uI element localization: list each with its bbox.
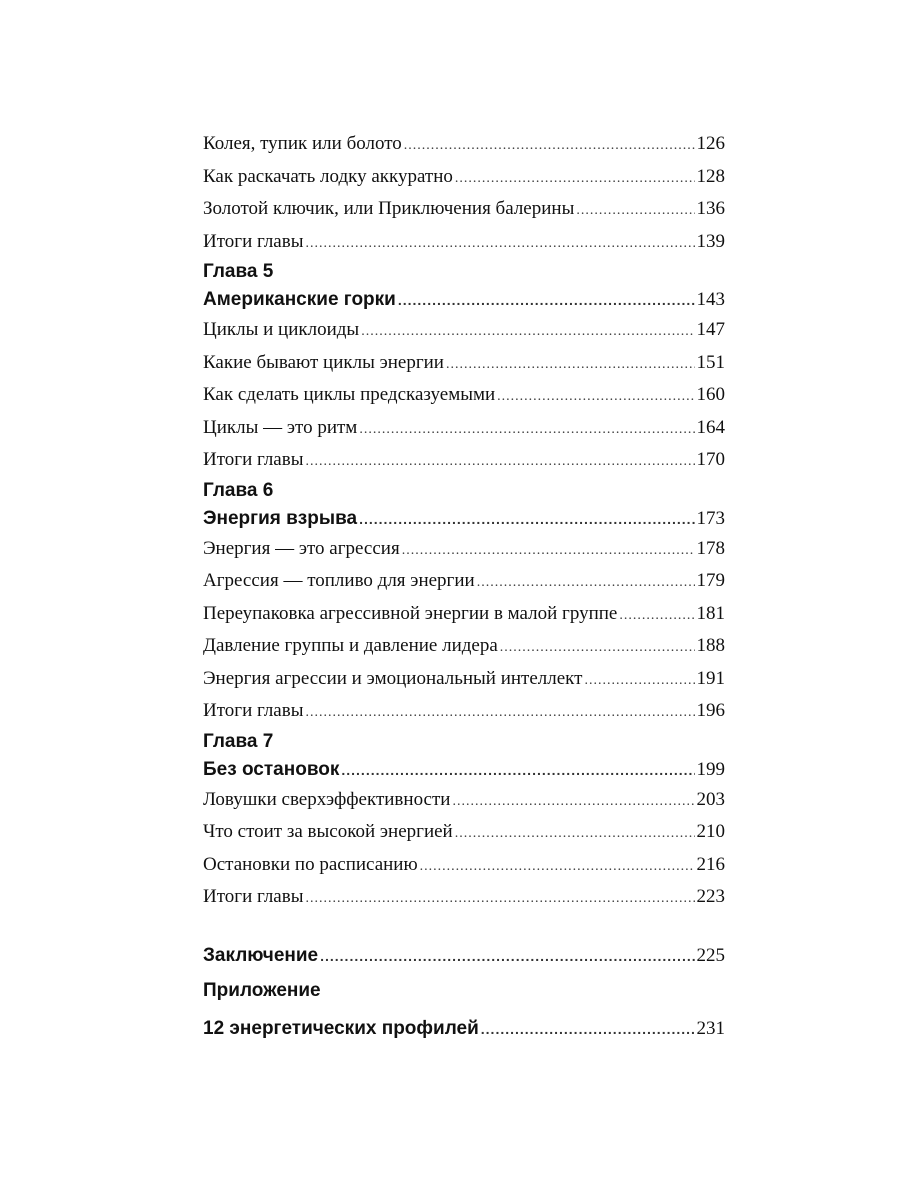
toc-entry-page: 216 (696, 853, 725, 875)
dot-leader (477, 567, 695, 600)
dot-leader (305, 228, 694, 261)
toc-entry-title: Итоги главы (203, 230, 304, 252)
appendix-entry (203, 1010, 725, 1048)
toc-entry (203, 849, 725, 882)
dot-leader (481, 1010, 695, 1048)
dot-leader (576, 195, 694, 228)
toc-entry-page: 160 (696, 384, 725, 405)
toc-entry (203, 695, 725, 728)
toc-entry (203, 161, 725, 194)
toc-entry-title: Итоги главы (203, 449, 304, 470)
chapter-label: Глава 5 (203, 261, 274, 282)
toc-entry-page: 139 (696, 230, 725, 252)
dot-leader (584, 665, 694, 698)
toc-entry-title: Как раскачать лодку аккуратно (203, 165, 453, 187)
toc-entry-title: Итоги главы (203, 886, 304, 907)
chapter-label: Глава 7 (203, 730, 274, 752)
appendix-label: Приложение (203, 980, 321, 1001)
chapter-heading (203, 286, 725, 314)
dot-leader (455, 163, 695, 196)
toc-entry (203, 533, 725, 566)
toc-entry-title: Как сделать циклы предсказуемыми (203, 384, 496, 405)
toc-entry-page: 210 (696, 821, 725, 842)
toc-entry-page: 196 (696, 700, 725, 721)
toc-entry-page: 179 (696, 570, 725, 591)
chapter-heading (203, 505, 725, 533)
dot-leader (359, 505, 694, 533)
dot-leader (341, 756, 694, 784)
appendix-entry-page: 231 (696, 1018, 725, 1039)
dot-leader (305, 697, 694, 730)
toc-entry-title: Колея, тупик или болото (203, 133, 402, 154)
table-of-contents (203, 128, 725, 1048)
toc-entry-title: Давление группы и давление лидера (203, 635, 498, 656)
toc-entry-page: 164 (696, 416, 725, 438)
toc-entry-page: 128 (696, 165, 725, 187)
dot-leader (359, 414, 694, 447)
toc-entry (203, 379, 725, 412)
chapter-heading-title: Без остановок (203, 758, 340, 780)
dot-leader (420, 851, 695, 884)
toc-entry-title: Энергия — это агрессия (203, 537, 400, 559)
toc-entry (203, 816, 725, 849)
chapter-heading-page: 143 (696, 289, 725, 310)
dot-leader (452, 786, 694, 819)
toc-entry-page: 151 (696, 351, 725, 373)
toc-entry (203, 444, 725, 477)
dot-leader (305, 883, 694, 916)
toc-entry-title: Циклы — это ритм (203, 416, 358, 438)
toc-entry-title: Циклы и циклоиды (203, 319, 360, 340)
dot-leader (320, 940, 694, 973)
dot-leader (402, 535, 695, 568)
toc-entry (203, 128, 725, 161)
toc-entry-page: 223 (696, 886, 725, 907)
toc-entry-title: Энергия агрессии и эмоциональный интеллект (203, 667, 583, 689)
chapter-heading (203, 756, 725, 784)
conclusion-title: Заключение (203, 944, 319, 966)
toc-entry (203, 565, 725, 598)
dot-leader (455, 818, 695, 851)
toc-entry (203, 663, 725, 696)
chapter-heading-title: Энергия взрыва (203, 507, 358, 529)
chapter-heading-page: 173 (696, 507, 725, 529)
toc-entry (203, 193, 725, 226)
toc-entry (203, 881, 725, 914)
toc-entry-page: 178 (696, 537, 725, 559)
toc-entry-title: Золотой ключик, или Приключения балерины (203, 198, 575, 219)
toc-entry-page: 170 (696, 449, 725, 470)
dot-leader (446, 349, 695, 382)
dot-leader (619, 600, 694, 633)
toc-entry-page: 188 (696, 635, 725, 656)
toc-entry-title: Ловушки сверхэффективности (203, 788, 451, 810)
appendix-entry-title: 12 энергетических профилей (203, 1018, 479, 1039)
spacer (203, 914, 725, 940)
toc-entry-page: 181 (696, 602, 725, 624)
toc-entry-title: Агрессия — топливо для энергии (203, 570, 475, 591)
dot-leader (404, 130, 695, 163)
toc-entry-title: Итоги главы (203, 700, 304, 721)
toc-entry-page: 147 (696, 319, 725, 340)
toc-entry (203, 412, 725, 445)
toc-entry (203, 314, 725, 347)
dot-leader (305, 446, 694, 479)
toc-entry (203, 347, 725, 380)
toc-entry-page: 191 (696, 667, 725, 689)
chapter-label: Глава 6 (203, 479, 274, 501)
conclusion-entry (203, 940, 725, 973)
toc-entry-title: Остановки по расписанию (203, 853, 418, 875)
dot-leader (398, 286, 695, 314)
chapter-heading-page: 199 (696, 758, 725, 780)
toc-entry-title: Переупаковка агрессивной энергии в малой группе (203, 602, 618, 624)
dot-leader (497, 381, 694, 414)
toc-entry (203, 784, 725, 817)
toc-entry-page: 136 (696, 198, 725, 219)
toc-entry-title: Какие бывают циклы энергии (203, 351, 444, 373)
toc-entry (203, 630, 725, 663)
toc-entry (203, 226, 725, 259)
dot-leader (500, 632, 695, 665)
toc-entry-page: 126 (696, 133, 725, 154)
toc-entry-title: Что стоит за высокой энергией (203, 821, 453, 842)
chapter-heading-title: Американские горки (203, 289, 396, 310)
conclusion-page: 225 (696, 944, 725, 966)
dot-leader (361, 316, 694, 349)
toc-entry-page: 203 (696, 788, 725, 810)
toc-entry (203, 598, 725, 631)
